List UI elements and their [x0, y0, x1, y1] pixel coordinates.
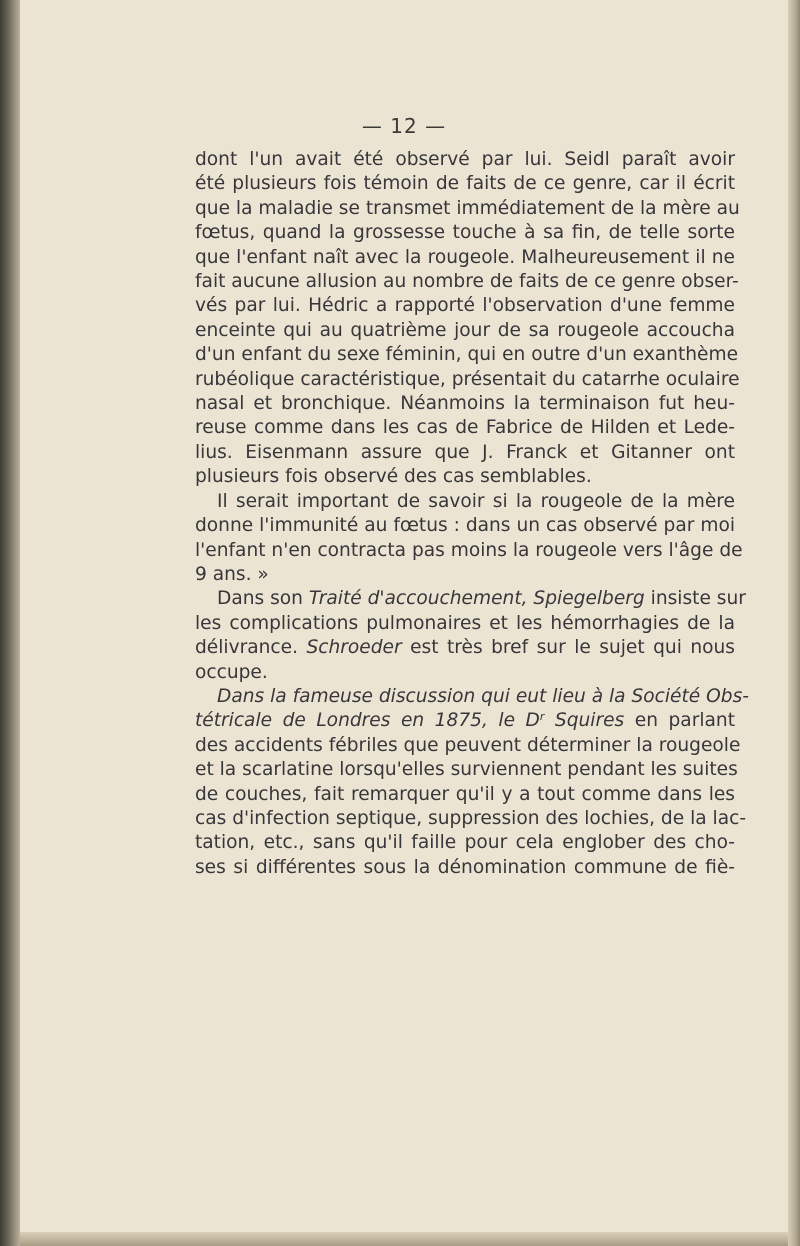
text-line: des accidents fébriles que peuvent déterminer la rougeole	[195, 734, 741, 756]
text-run: insiste sur	[644, 588, 746, 610]
superscript-text: r	[539, 710, 545, 724]
text-line: nasal et bronchique. Néanmoins la terminaison fut heu-	[195, 393, 735, 415]
text-line	[195, 636, 735, 660]
text-run: délivrance.	[195, 637, 307, 659]
text-line: fœtus, quand la grossesse touche à sa fin, de telle sorte	[195, 222, 735, 244]
text-line: donne l'immunité au fœtus : dans un cas observé par moi	[195, 515, 735, 537]
text-line: que l'enfant naît avec la rougeole. Malheureusement il ne	[195, 246, 735, 268]
page-number: — 12 —	[361, 114, 447, 138]
page-stack-bottom-edge	[20, 1232, 788, 1246]
text-line: fait aucune allusion au nombre de faits de ce genre obser-	[195, 271, 739, 293]
italic-text-run: Traité d'accouchement, Spiegelberg	[308, 588, 645, 610]
text-line: ses si différentes sous la dénomination commune de fiè-	[195, 856, 735, 878]
text-line: Dans la fameuse discussion qui eut lieu à la Société Obs-	[217, 685, 749, 707]
text-line: 9 ans. »	[195, 563, 269, 585]
text-line: dont l'un avait été observé par lui. Seidl paraît avoir	[195, 149, 735, 170]
text-line: d'un enfant du sexe féminin, qui en outre d'un exanthème	[195, 344, 739, 366]
text-line: que la maladie se transmet immédiatement de la mère au	[195, 197, 740, 219]
body-text	[195, 148, 749, 880]
text-line: de couches, fait remarquer qu'il y a tout comme dans les	[195, 783, 735, 805]
book-page	[20, 0, 788, 1232]
text-line: Il serait important de savoir si la rougeole de la mère	[217, 490, 735, 512]
text-line: enceinte qui au quatrième jour de sa rougeole accoucha	[195, 319, 735, 341]
text-line: les complications pulmonaires et les hémorrhagies de la	[195, 612, 735, 634]
text-run: en parlant	[624, 710, 735, 732]
italic-text-run: tétricale de Londres en 1875, le D	[195, 710, 540, 732]
text-line	[195, 587, 746, 611]
text-line: vés par lui. Hédric a rapporté l'observation d'une femme	[195, 295, 735, 317]
text-run: est très bref sur le sujet qui nous	[401, 637, 735, 659]
italic-text-run: Squires	[544, 710, 625, 732]
text-line: lius. Eisenmann assure que J. Franck et Gitanner ont	[195, 441, 735, 463]
text-line: plusieurs fois observé des cas semblables.	[195, 466, 592, 488]
text-line	[195, 709, 735, 733]
text-line: occupe.	[195, 661, 268, 683]
text-line: été plusieurs fois témoin de faits de ce genre, car il écrit	[195, 173, 735, 195]
text-run: Dans son	[217, 588, 309, 610]
text-line: cas d'infection septique, suppression des lochies, de la lac-	[195, 807, 747, 829]
book-binding-edge	[0, 0, 20, 1246]
text-line: rubéolique caractéristique, présentait du catarrhe oculaire	[195, 368, 740, 390]
text-line: tation, etc., sans qu'il faille pour cela englober des cho-	[195, 832, 735, 854]
text-line: reuse comme dans les cas de Fabrice de Hilden et Lede-	[195, 417, 735, 439]
page-stack-right-edge	[788, 0, 800, 1246]
text-line: l'enfant n'en contracta pas moins la rougeole vers l'âge de	[195, 539, 743, 561]
text-line: et la scarlatine lorsqu'elles surviennent pendant les suites	[195, 759, 738, 781]
italic-text-run: Schroeder	[306, 637, 402, 659]
